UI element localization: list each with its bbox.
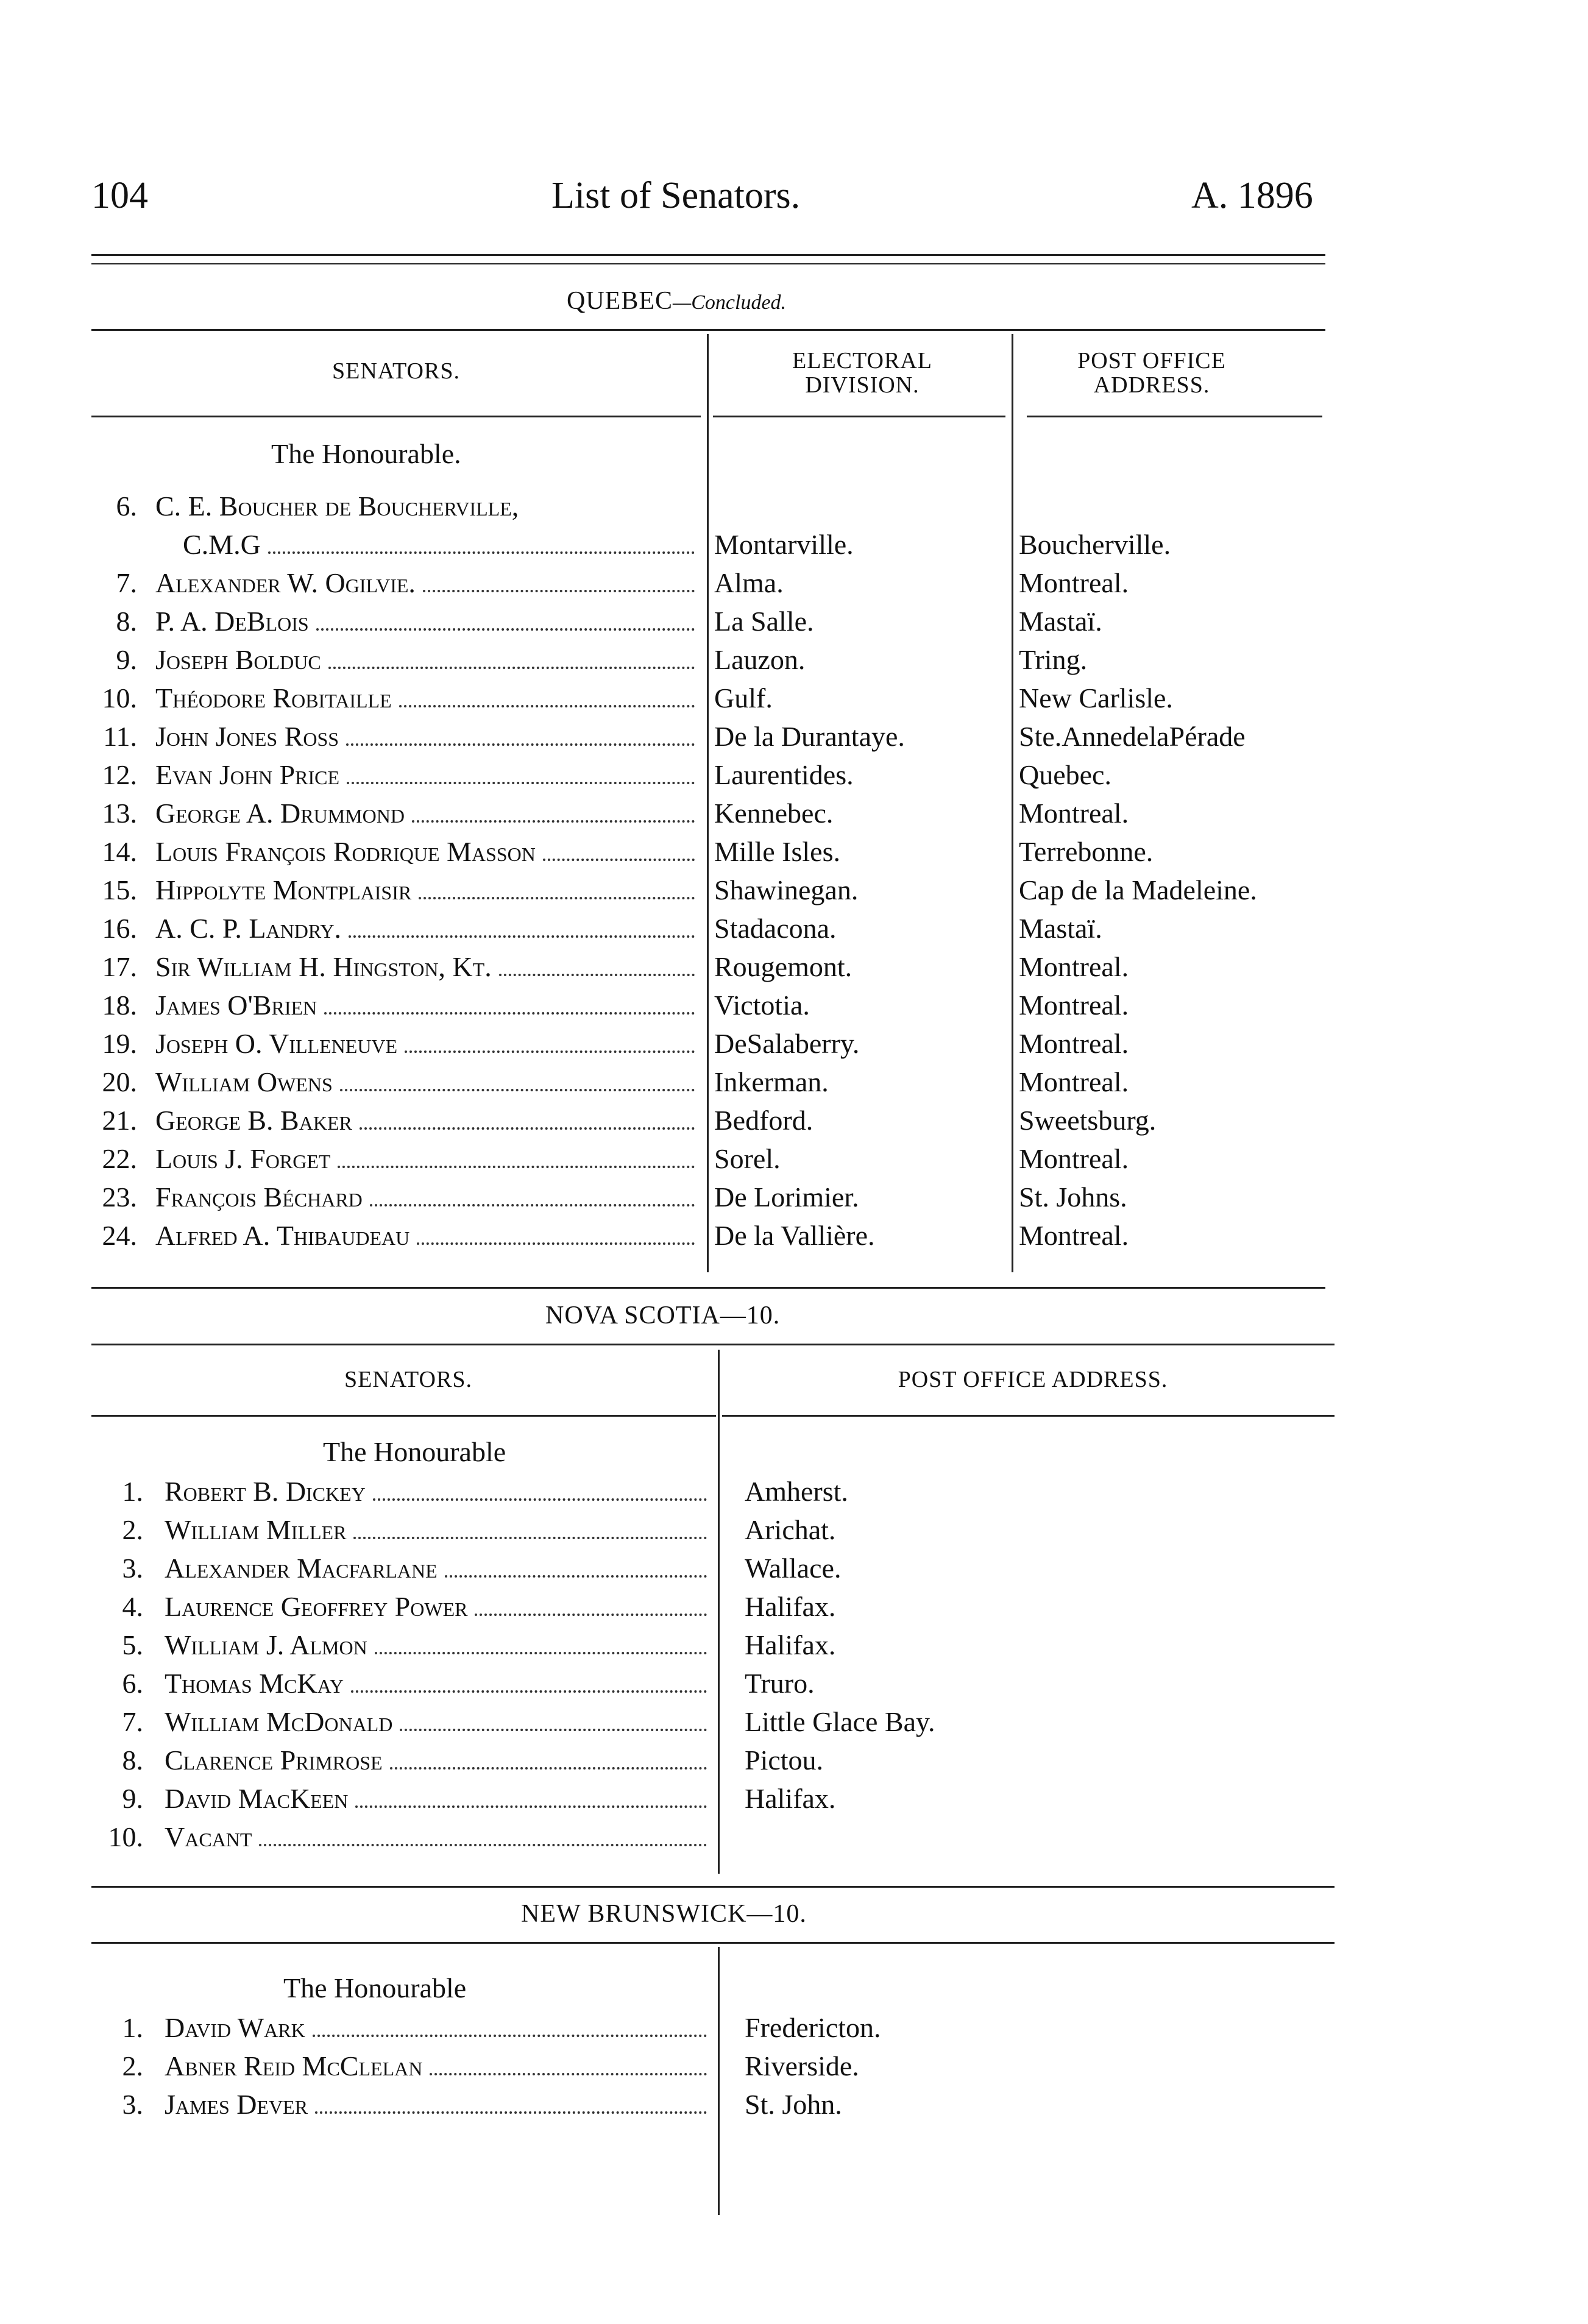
senator-name: Alexander Macfarlane [165, 1553, 438, 1584]
senator-name: P. A. DeBlois [155, 606, 309, 637]
row-number: 3. [122, 1553, 143, 1584]
row-number: 2. [122, 1514, 143, 1545]
row-number: 6. [116, 491, 137, 522]
post-office-address: Montreal. [1019, 951, 1129, 982]
row-number: 9. [122, 1783, 143, 1814]
senator-name: George B. Baker [155, 1105, 352, 1136]
row-number: 1. [122, 1476, 143, 1507]
senator-name: James Dever [165, 2089, 308, 2120]
dot-leader [338, 1138, 695, 1168]
dot-leader [316, 600, 695, 631]
row-number: 11. [103, 721, 137, 752]
post-office-address: Truro. [745, 1668, 815, 1699]
quebec-col-rule-1 [91, 416, 701, 417]
dot-leader [328, 639, 695, 669]
dot-leader [475, 1585, 707, 1616]
quebec-col-senators: SENATORS. [332, 358, 460, 384]
senator-name: Alexander W. Ogilvie. [155, 567, 416, 598]
dot-leader [268, 523, 695, 554]
dot-leader [313, 2007, 707, 2037]
electoral-division: Gulf. [714, 682, 773, 714]
post-office-address: Terrebonne. [1019, 836, 1154, 867]
dot-leader [315, 2083, 707, 2114]
row-number: 7. [122, 1706, 143, 1737]
row-number: 3. [122, 2089, 143, 2120]
electoral-division: Victotia. [714, 990, 810, 1021]
row-number: 7. [116, 567, 137, 598]
senator-name: Louis J. Forget [155, 1143, 331, 1174]
row-number: 10. [108, 1821, 143, 1852]
dot-leader [412, 792, 695, 823]
senator-name: Joseph Bolduc [155, 644, 321, 675]
dot-leader [324, 984, 695, 1015]
row-number: 24. [102, 1220, 137, 1251]
dot-leader [499, 946, 695, 976]
senator-name: Thomas McKay [165, 1668, 344, 1699]
quebec-col-division: ELECTORAL DIVISION. [792, 348, 932, 398]
electoral-division: Lauzon. [714, 644, 806, 675]
header-rule-top [91, 254, 1325, 256]
senator-name: Théodore Robitaille [155, 682, 392, 714]
post-office-address: Montreal. [1019, 567, 1129, 598]
senator-name: Evan John Price [155, 759, 340, 790]
senator-name: William Miller [165, 1514, 347, 1545]
dot-leader [400, 1701, 707, 1731]
quebec-honourable: The Honourable. [271, 438, 461, 469]
senator-name: Clarence Primrose [165, 1745, 383, 1776]
dot-leader [373, 1470, 707, 1501]
dot-leader [360, 1099, 695, 1130]
dot-leader [370, 1176, 695, 1206]
row-number: 16. [102, 913, 137, 944]
row-number: 22. [102, 1143, 137, 1174]
electoral-division: Laurentides. [714, 759, 854, 790]
row-number: 10. [102, 682, 137, 714]
row-number: 2. [122, 2050, 143, 2081]
senator-name: François Béchard [155, 1181, 363, 1213]
new-brunswick-section-title: NEW BRUNSWICK—10. [521, 1900, 807, 1928]
post-office-address: Montreal. [1019, 798, 1129, 829]
dot-leader [351, 1662, 707, 1693]
dot-leader [543, 831, 695, 861]
post-office-address: Pictou. [745, 1745, 824, 1776]
nova-scotia-honourable: The Honourable [323, 1436, 506, 1467]
post-office-address: Mastaï. [1019, 606, 1102, 637]
page-year: A. 1896 [1191, 175, 1313, 216]
electoral-division: Rougemont. [714, 951, 852, 982]
senator-name: C. E. Boucher de Boucherville, [155, 491, 519, 522]
dot-leader [353, 1509, 707, 1539]
senator-name: Laurence Geoffrey Power [165, 1591, 468, 1622]
post-office-address: Halifax. [745, 1783, 836, 1814]
page-number: 104 [91, 175, 148, 216]
row-number: 4. [122, 1591, 143, 1622]
dot-leader [340, 1061, 695, 1091]
senator-name: Vacant [165, 1821, 252, 1852]
senator-name: William J. Almon [165, 1629, 367, 1660]
new-brunswick-vrule [718, 1947, 720, 2215]
quebec-vrule-1 [707, 334, 709, 1272]
dot-leader [423, 562, 695, 592]
nova-scotia-col-senators: SENATORS. [344, 1367, 472, 1392]
dot-leader [355, 1777, 707, 1808]
post-office-address: Cap de la Madeleine. [1019, 874, 1257, 905]
electoral-division: Bedford. [714, 1105, 813, 1136]
nova-scotia-col-rule-2 [722, 1415, 1335, 1417]
nova-scotia-col-address: POST OFFICE ADDRESS. [898, 1367, 1168, 1392]
nova-scotia-rule-bottom [91, 1886, 1335, 1888]
page-title: List of Senators. [551, 175, 801, 216]
post-office-address: Montreal. [1019, 990, 1129, 1021]
senator-name: David Wark [165, 2012, 305, 2043]
electoral-division: De Lorimier. [714, 1181, 859, 1213]
post-office-address: Wallace. [745, 1553, 842, 1584]
new-brunswick-rule-1 [91, 1942, 1335, 1944]
dot-leader [390, 1739, 707, 1770]
dot-leader [346, 715, 695, 746]
senator-name: James O'Brien [155, 990, 317, 1021]
electoral-division: De la Durantaye. [714, 721, 905, 752]
senator-name: Abner Reid McClelan [165, 2050, 423, 2081]
post-office-address: Riverside. [745, 2050, 859, 2081]
post-office-address: Montreal. [1019, 1028, 1129, 1059]
senator-name: William Owens [155, 1066, 333, 1097]
nova-scotia-section-title: NOVA SCOTIA—10. [545, 1302, 781, 1330]
dot-leader [430, 2045, 707, 2075]
post-office-address: Halifax. [745, 1591, 836, 1622]
post-office-address: Fredericton. [745, 2012, 881, 2043]
row-number: 8. [122, 1745, 143, 1776]
post-office-address: New Carlisle. [1019, 682, 1173, 714]
senator-name: Robert B. Dickey [165, 1476, 366, 1507]
row-number: 17. [102, 951, 137, 982]
row-number: 13. [102, 798, 137, 829]
dot-leader [445, 1547, 707, 1578]
row-number: 23. [102, 1181, 137, 1213]
post-office-address: Tring. [1019, 644, 1088, 675]
senator-name: William McDonald [165, 1706, 393, 1737]
post-office-address: Mastaï. [1019, 913, 1102, 944]
nova-scotia-col-rule-1 [91, 1415, 716, 1417]
post-office-address: Little Glace Bay. [745, 1706, 935, 1737]
post-office-address: Amherst. [745, 1476, 848, 1507]
quebec-section-title: QUEBEC—Concluded. [567, 287, 787, 315]
row-number: 21. [102, 1105, 137, 1136]
quebec-vrule-2 [1012, 334, 1013, 1272]
quebec-rule-1 [91, 329, 1325, 331]
post-office-address: St. Johns. [1019, 1181, 1127, 1213]
electoral-division: Inkerman. [714, 1066, 829, 1097]
electoral-division: Mille Isles. [714, 836, 840, 867]
electoral-division: La Salle. [714, 606, 814, 637]
row-number: 5. [122, 1629, 143, 1660]
row-number: 18. [102, 990, 137, 1021]
senator-name: A. C. P. Landry. [155, 913, 341, 944]
dot-leader [347, 754, 695, 784]
electoral-division: Stadacona. [714, 913, 837, 944]
senator-name-continued: C.M.G [183, 529, 261, 560]
senator-name: David MacKeen [165, 1783, 349, 1814]
post-office-address: Quebec. [1019, 759, 1111, 790]
electoral-division: Kennebec. [714, 798, 834, 829]
post-office-address: Montreal. [1019, 1066, 1129, 1097]
nova-scotia-rule-1 [91, 1344, 1335, 1345]
quebec-col-address: POST OFFICE ADDRESS. [1077, 348, 1226, 398]
dot-leader [419, 869, 695, 899]
senator-name: John Jones Ross [155, 721, 339, 752]
electoral-division: Montarville. [714, 529, 854, 560]
row-number: 9. [116, 644, 137, 675]
dot-leader [375, 1624, 707, 1654]
dot-leader [399, 677, 695, 707]
row-number: 20. [102, 1066, 137, 1097]
new-brunswick-honourable: The Honourable [283, 1972, 467, 2003]
electoral-division: DeSalaberry. [714, 1028, 860, 1059]
row-number: 14. [102, 836, 137, 867]
electoral-division: Shawinegan. [714, 874, 859, 905]
senator-name: George A. Drummond [155, 798, 405, 829]
nova-scotia-vrule [718, 1350, 720, 1874]
row-number: 1. [122, 2012, 143, 2043]
dot-leader [417, 1214, 695, 1245]
dot-leader [259, 1816, 707, 1846]
dot-leader [349, 907, 695, 938]
post-office-address: Montreal. [1019, 1220, 1129, 1251]
electoral-division: Alma. [714, 567, 784, 598]
row-number: 12. [102, 759, 137, 790]
electoral-division: De la Vallière. [714, 1220, 875, 1251]
row-number: 15. [102, 874, 137, 905]
senator-name: Louis François Rodrique Masson [155, 836, 536, 867]
senator-name: Hippolyte Montplaisir [155, 874, 412, 905]
senator-name: Joseph O. Villeneuve [155, 1028, 398, 1059]
senator-name: Alfred A. Thibaudeau [155, 1220, 410, 1251]
post-office-address: Sweetsburg. [1019, 1105, 1157, 1136]
electoral-division: Sorel. [714, 1143, 781, 1174]
post-office-address: Boucherville. [1019, 529, 1171, 560]
post-office-address: Halifax. [745, 1629, 836, 1660]
post-office-address: Ste.AnnedelaPérade [1019, 721, 1246, 752]
post-office-address: St. John. [745, 2089, 842, 2120]
quebec-rule-bottom [91, 1287, 1325, 1289]
quebec-col-rule-2 [713, 416, 1005, 417]
dot-leader [405, 1022, 695, 1053]
senator-name: Sir William H. Hingston, Kt. [155, 951, 492, 982]
post-office-address: Montreal. [1019, 1143, 1129, 1174]
row-number: 19. [102, 1028, 137, 1059]
row-number: 8. [116, 606, 137, 637]
quebec-col-rule-3 [1027, 416, 1322, 417]
header-rule-bottom [91, 263, 1325, 264]
row-number: 6. [122, 1668, 143, 1699]
post-office-address: Arichat. [745, 1514, 836, 1545]
